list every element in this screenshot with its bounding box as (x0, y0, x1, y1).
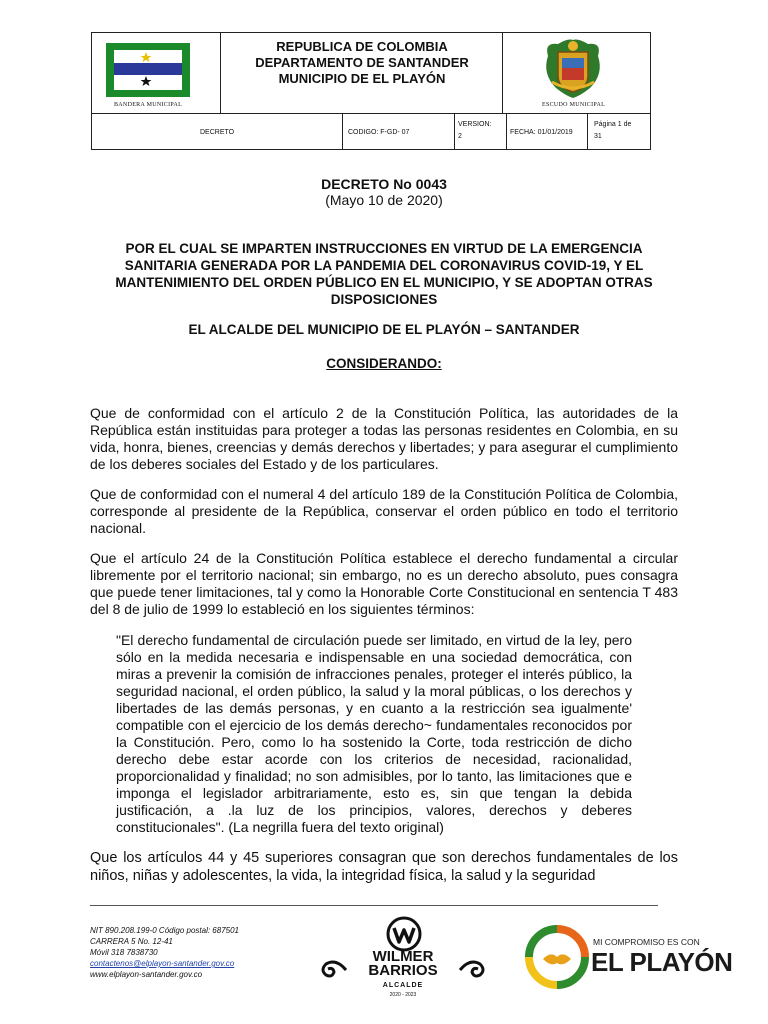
subject-line: DISPOSICIONES (330, 292, 438, 307)
paragraph-4: Que los artículos 44 y 45 superiores consagran que son derechos fundamentales de los niños, niñas y adolescentes, la vida, la integridad física, la salud y la seguridad (90, 850, 678, 884)
pagina-total: 31 (594, 133, 602, 140)
mayor-emblem-icon (386, 916, 422, 952)
handshake-circle-icon (525, 925, 589, 989)
header-title-line: REPUBLICA DE COLOMBIA (276, 39, 448, 54)
footer-email-link[interactable]: contactenos@elplayon-santander.gov.co (90, 959, 235, 968)
footer-phone: Móvil 318 7838730 (90, 948, 158, 957)
mayor-term: 2020 - 2023 (389, 992, 417, 998)
footer-address: CARRERA 5 No. 12-41 (90, 937, 173, 946)
mayor-first-name: WILMER (372, 948, 434, 965)
pagina-label: Página 1 de (594, 121, 632, 128)
fecha-label: FECHA: 01/01/2019 (510, 129, 573, 136)
footer-website[interactable]: www.elplayon-santander.gov.co (90, 970, 203, 979)
decreto-label: DECRETO (200, 129, 235, 136)
mayor-role: ALCALDE (382, 982, 424, 989)
slogan-big: EL PLAYÓN (591, 947, 733, 977)
slogan-logo (525, 925, 750, 1005)
footer-divider (90, 905, 658, 906)
paragraph-1: Que de conformidad con el artículo 2 de la Constitución Política, las autoridades de la República están instituidas para proteger a todas las personas residentes en Colombia, en su vida, honra, bienes, creencias y demás derechos y libertades; y para asegurar el cumplimiento de los deberes sociales del Estado y de los particulares. (90, 405, 678, 472)
header-title-line: MUNICIPIO DE EL PLAYÓN (278, 71, 446, 86)
scroll-ornament-left-icon (318, 956, 348, 982)
decree-subject (0, 240, 768, 308)
footer-nit: NIT 890.208.199-0 Código postal: 687501 (90, 926, 239, 935)
decree-number: DECRETO No 0043 (321, 176, 447, 192)
authority-line: EL ALCALDE DEL MUNICIPIO DE EL PLAYÓN – SANTANDER (188, 322, 580, 337)
municipal-crest (540, 36, 606, 100)
subject-line: MANTENIMIENTO DEL ORDEN PÚBLICO EN EL MUNICIPIO, Y SE ADOPTAN OTRAS (115, 275, 653, 290)
crest-caption: ESCUDO MUNICIPAL (542, 102, 606, 108)
paragraph-3: Que el artículo 24 de la Constitución Política establece el derecho fundamental a circular libremente por el territorio nacional; sin embargo, no es un derecho absoluto, pues consagra que puede tener limitaciones, tal y como la Honorable Corte Constitucional en sentencia T 483 del 8 de julio de 1999 lo estableció en los siguientes términos: (90, 550, 678, 617)
slogan-small: MI COMPROMISO ES CON (593, 937, 700, 947)
paragraph-2: Que de conformidad con el numeral 4 del artículo 189 de la Constitución Política de Colombia, corresponde al presidente de la República, conservar el orden público en todo el territorio nacional. (90, 486, 678, 536)
version-label: VERSION: (458, 121, 492, 128)
subject-line: POR EL CUAL SE IMPARTEN INSTRUCCIONES EN VIRTUD DE LA EMERGENCIA (125, 241, 643, 256)
mayor-logo (318, 916, 488, 1008)
decree-date: (Mayo 10 de 2020) (325, 192, 443, 208)
header-title (222, 39, 502, 87)
municipal-flag (106, 43, 190, 97)
codigo-label: CODIGO: F-GD- 07 (348, 129, 410, 136)
mayor-last-name: BARRIOS (368, 962, 438, 979)
subject-line: SANITARIA GENERADA POR LA PANDEMIA DEL CORONAVIRUS COVID-19, Y EL (124, 258, 644, 273)
quoted-text: "El derecho fundamental de circulación puede ser limitado, en virtud de la ley, pero sólo en la medida necesaria e indispensable en una sociedad democrática, con miras a prevenir la comisión de infracciones penales, proteger el interés público, la seguridad nacional, el orden público, la salud y la moral públicas, o los derechos y libertades de las demás personas, y en cuanto a la restricción sea igualmente' compatible con el ejercicio de los demás derecho~ fundamentales reconocidos por la Constitución. Pero, como lo ha sostenido la Corte, toda restricción de dicho derecho debe estar acorde con los criterios de necesidad, racionalidad, proporcionalidad y finalidad; no son admisibles, por lo tanto, las limitaciones que e imponga el legislador arbitrariamente, esto es, sin que tengan la debida justificación, a .la luz de los principios, valores, derechos y deberes constitucionales". (La negrilla fuera del texto original) (116, 632, 632, 835)
document-header (91, 32, 651, 150)
scroll-ornament-right-icon (458, 956, 488, 982)
header-title-line: DEPARTAMENTO DE SANTANDER (255, 55, 469, 70)
considerando-heading: CONSIDERANDO: (326, 356, 442, 371)
footer-contact (90, 925, 239, 980)
version-value: 2 (458, 133, 462, 140)
flag-caption: BANDERA MUNICIPAL (114, 102, 183, 108)
